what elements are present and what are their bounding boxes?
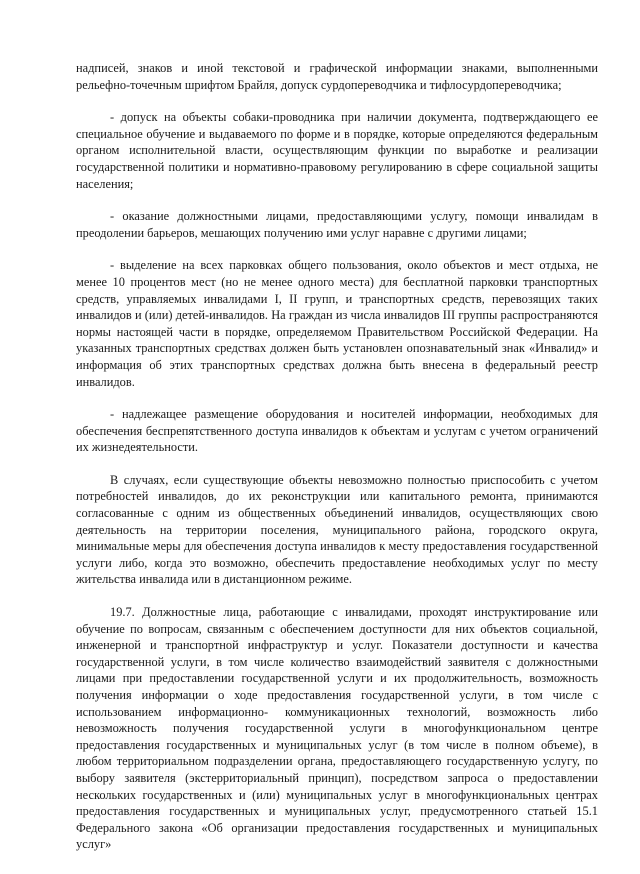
paragraph-braille-continuation: надписей, знаков и иной текстовой и графической информации знаками, выполненными рельефно-точечным шрифтом Брайля, допуск сурдопереводчика и тифлосурдопереводчика; (76, 61, 598, 92)
paragraph-guide-dog-access: - допуск на объекты собаки-проводника при наличии документа, подтверждающего ее специальное обучение и выдаваемого по форме и в порядке, которые определяются федеральным органом исполнительной власти, осуществляющим функции по выработке и реализации государственной политики и нормативно-правовому регулированию в сфере социальной защиты населения; (76, 110, 598, 191)
paragraph-official-assistance: - оказание должностными лицами, предоставляющими услугу, помощи инвалидам в преодолении барьеров, мешающих получению ими услуг наравне с другими лицами; (76, 209, 598, 240)
paragraph-section-19-7: 19.7. Должностные лица, работающие с инвалидами, проходят инструктирование или обучение по вопросам, связанным с обеспечением доступности для них объектов социальной, инженерной и транспортной инфраструктур и услуг. Показатели доступности и качества государственной услуги, в том числе количество взаимодействий заявителя с должностными лицами при предоставлении государственной услуги и их продолжительность, возможность получения информации о ходе предоставления государственной услуги, в том числе с использованием информационно- коммуникационных технологий, возможность либо невозможность получения государственной услуги в многофункциональном центре предоставления государственных и муниципальных услуг (в том числе в полном объеме), в любом территориальном подразделении органа, предоставляющего государственную услугу, по выбору заявителя (экстерриториальный принцип), посредством запроса о предоставлении нескольких государственных и (или) муниципальных услуг в многофункциональных центрах предоставления государственных и муниципальных услуг, предусмотренного статьей 15.1 Федерального закона «Об организации предоставления государственных и муниципальных услуг» (76, 605, 598, 852)
paragraph-existing-objects: В случаях, если существующие объекты невозможно полностью приспособить с учетом потребностей инвалидов, до их реконструкции или капитального ремонта, принимаются согласованные с одним из общественных объединений инвалидов, осуществляющих свою деятельность на территории поселения, муниципального района, городского округа, минимальные меры для обеспечения доступа инвалидов к месту предоставления государственной услуги либо, когда это возможно, обеспечить предоставление необходимых услуг по месту жительства инвалида или в дистанционном режиме. (76, 472, 598, 587)
paragraph-equipment-placement: - надлежащее размещение оборудования и носителей информации, необходимых для обеспечения беспрепятственного доступа инвалидов к объектам и услугам с учетом ограничений их жизнедеятельности. (76, 407, 598, 455)
paragraph-parking-allocation: - выделение на всех парковках общего пользования, около объектов и мест отдыха, не менее 10 процентов мест (но не менее одного места) для бесплатной парковки транспортных средств, управляемых инвалидами I, II групп, и транспортных средств, перевозящих таких инвалидов и (или) детей-инвалидов. На граждан из числа инвалидов III группы распространяются нормы настоящей части в порядке, определяемом Правительством Российской Федерации. На указанных транспортных средствах должен быть установлен опознавательный знак «Инвалид» и информация об этих транспортных средствах должна быть внесена в федеральный реестр инвалидов. (76, 258, 598, 389)
document-body (76, 60, 598, 869)
